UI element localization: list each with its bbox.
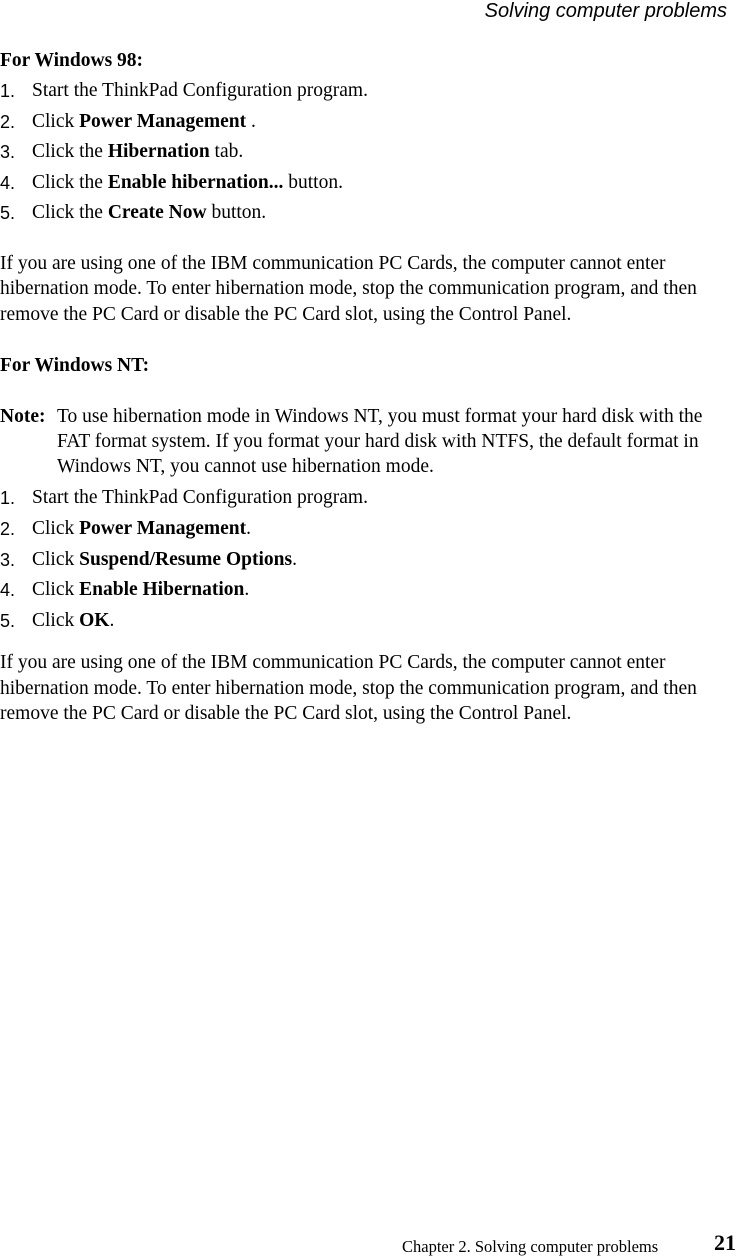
windows-nt-paragraph: If you are using one of the IBM communication PC Cards, the computer cannot enter hibernation mode. To enter hibernation mode, stop the communication program, and then remove the PC Card or disable the PC Card slot, using the Control Panel. xyxy=(0,652,697,725)
step-suffix: . xyxy=(246,518,251,540)
step-item xyxy=(0,483,730,514)
step-item xyxy=(0,606,730,637)
windows-98-heading: For Windows 98: xyxy=(0,50,144,71)
step-text: Click xyxy=(32,110,80,132)
windows-nt-section xyxy=(0,353,730,726)
step-item xyxy=(0,514,730,545)
step-text: Click the xyxy=(32,171,108,193)
step-bold-term: OK xyxy=(79,609,110,631)
step-text: Click xyxy=(32,609,80,631)
page-body xyxy=(0,48,730,727)
windows-98-section xyxy=(0,48,730,327)
step-suffix: . xyxy=(246,110,256,132)
step-text: Start the ThinkPad Configuration program. xyxy=(32,487,368,509)
step-number: 5. xyxy=(0,610,16,631)
step-number: 2. xyxy=(0,519,16,540)
step-number: 5. xyxy=(0,203,16,224)
step-suffix: tab. xyxy=(209,141,244,163)
step-bold-term: Enable Hibernation xyxy=(79,579,245,601)
page-number: 21 xyxy=(714,1230,736,1255)
step-item xyxy=(0,107,730,138)
step-bold-term: Suspend/Resume Options xyxy=(79,548,293,570)
step-text: Click xyxy=(32,518,80,540)
running-head: Solving computer problems xyxy=(484,0,727,22)
step-suffix: . xyxy=(292,548,297,570)
step-number: 1. xyxy=(0,488,16,509)
note-label: Note: xyxy=(0,406,46,428)
step-bold-term: Power Management xyxy=(79,518,247,540)
step-number: 4. xyxy=(0,172,16,193)
windows-nt-heading: For Windows NT: xyxy=(0,355,150,377)
step-number: 4. xyxy=(0,580,16,601)
step-item xyxy=(0,168,730,199)
step-text: Click the xyxy=(32,141,108,163)
step-bold-term: Power Management xyxy=(79,110,247,132)
step-item xyxy=(0,137,730,168)
step-number: 3. xyxy=(0,142,16,163)
note-text: To use hibernation mode in Windows NT, you must format your hard disk with the FAT format system. If you format your hard disk with NTFS, the default format in Windows NT, you cannot use hibernation mode. xyxy=(57,406,703,478)
step-number: 2. xyxy=(0,111,16,132)
step-number: 3. xyxy=(0,549,16,570)
step-item xyxy=(0,76,730,107)
page-footer xyxy=(402,1230,740,1260)
step-text: Click xyxy=(32,548,80,570)
windows-98-paragraph: If you are using one of the IBM communication PC Cards, the computer cannot enter hibernation mode. To enter hibernation mode, stop the communication program, and then remove the PC Card or disable the PC Card slot, using the Control Panel. xyxy=(0,252,697,325)
step-text: Click the xyxy=(32,202,108,224)
step-bold-term: Enable hibernation... xyxy=(107,171,284,193)
step-suffix: . xyxy=(244,579,250,601)
windows-nt-steps xyxy=(0,483,730,636)
windows-98-steps xyxy=(0,76,730,229)
step-bold-term: Hibernation xyxy=(107,141,210,163)
chapter-label: Chapter 2. Solving computer problems xyxy=(402,1237,659,1256)
step-suffix: . xyxy=(109,609,115,631)
step-text: Start the ThinkPad Configuration program. xyxy=(32,80,368,101)
step-item xyxy=(0,198,730,229)
step-item xyxy=(0,545,730,576)
step-suffix: button. xyxy=(283,171,343,193)
step-item xyxy=(0,575,730,606)
step-bold-term: Create Now xyxy=(107,202,207,224)
step-number: 1. xyxy=(0,81,16,101)
step-text: Click xyxy=(32,579,80,601)
note-block xyxy=(0,404,730,479)
step-suffix: button. xyxy=(206,202,267,224)
